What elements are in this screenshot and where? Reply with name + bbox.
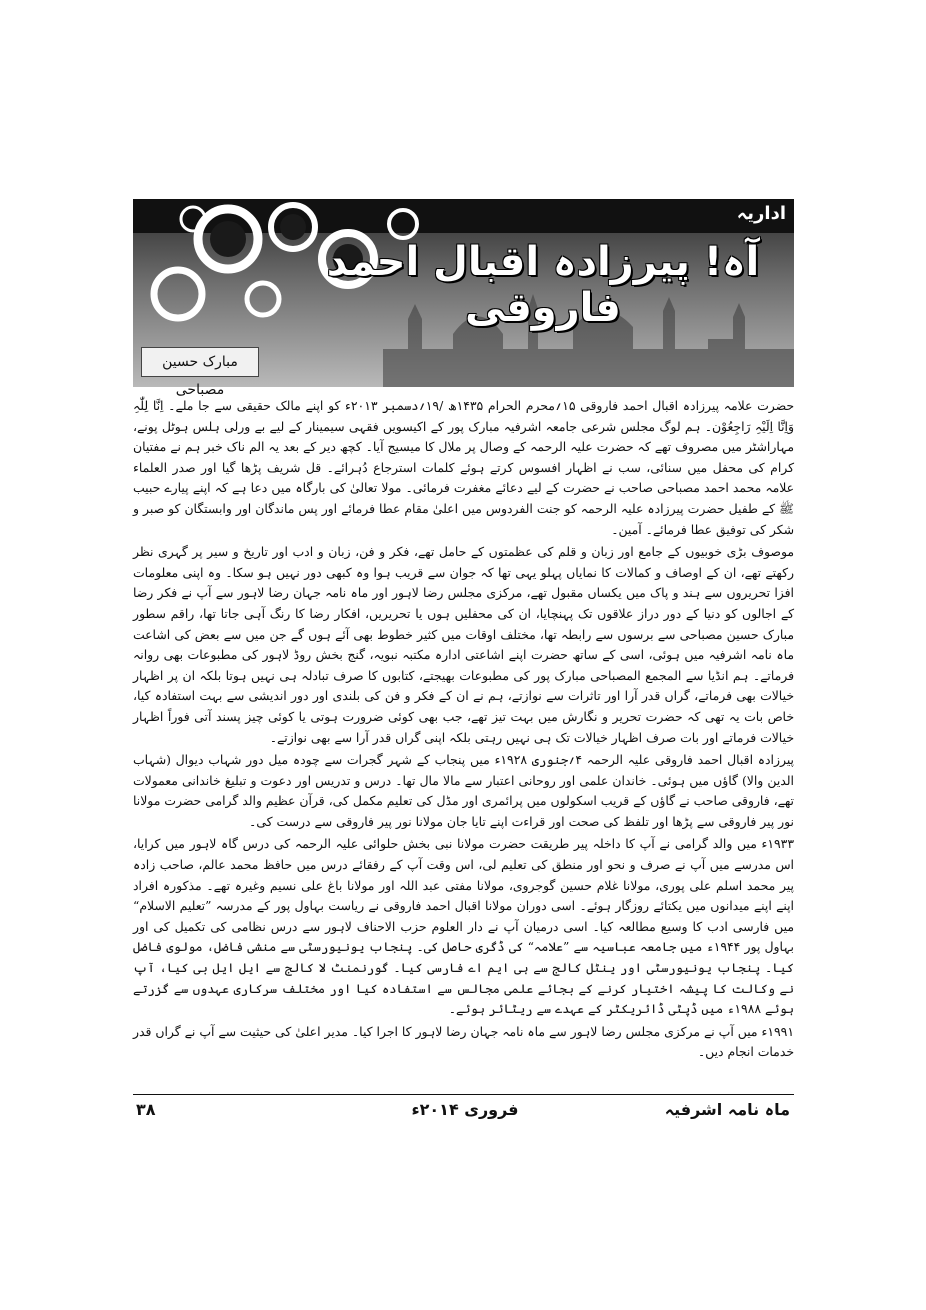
paragraph-5: ۱۹۹۱ء میں آپ نے مرکزی مجلس رضا لاہور سے ماہ نامہ جہان رضا لاہور کا اجرا کیا۔ مدیر اعلیٰ کی حیثیت سے آپ نے گراں قدر خدمات انجام دیں۔ <box>133 1023 794 1060</box>
page-title: آہ! پیرزادہ اقبال احمد فاروقی <box>326 239 760 331</box>
paragraph-4: ۱۹۳۳ء میں والد گرامی نے آپ کا داخلہ پیر طریقت حضرت مولانا نبی بخش حلوائی علیہ الرحمہ کی درس گاہ لاہور میں کرایا، اس مدرسے میں آپ نے صرف و نحو اور منطق کی تعلیم لی، اس وقت آپ کے رفقائے درس میں حافظ محمد عالم، صاحب زادہ پیر محمد اسلم علی پوری، مولانا غلام حسین گوجروی، مولانا مفتی عبد اللہ اور مولانا باغ علی نسیم وغیرہ تھے۔ مذکورہ افراد اپنے اپنے میدانوں میں یکتائے روزگار ہوئے۔ اسی دوران مولانا اقبال احمد فاروقی نے ریاست بہاول پور کے مدرسہ ”تعلیم الاسلام“ میں فارسی ادب کا وسیع مطالعہ کیا۔ اسی درمیان آپ نے دار العلوم حزب الاحناف لاہور سے درس نظامی کی تکمیل کی اور بہاول پور ۱۹۴۴ء میں جامعہ عباسیہ سے ”علامہ“ کی ڈگری حاصل کی۔ پنجاب یونیورسٹی سے منشی فاضل، مولوی فاضل کیا۔ پنجاب یونیورسٹی اور ینٹل کالج سے ہی ایم اے فارسی کیا۔ گورنمنٹ لا کالج سے ایل ایل بی کیا، آپ نے وکالت کا پیشہ اختیار کرنے کے بجائے علمی مجالس سے استفادہ کیا اور مختلف سرکاری عہدوں سے گزرتے ہوئے ۱۹۸۸ء میں ڈپٹی ڈائریکٹر کے عہدے سے ریٹائر ہوئے۔ <box>133 836 794 1017</box>
issue-date: فروری ۲۰۱۴ء <box>411 1100 519 1119</box>
paragraph-1: حضرت علامہ پیرزادہ اقبال احمد فاروقی ۱۵؍محرم الحرام ۱۴۳۵ھ /۱۹؍دسمبر ۲۰۱۳ء کو اپنے مالک حقیقی سے جا ملے۔ اِنَّا لِلّٰہِ وَاِنَّا اِلَیْہِ رَاجِعُوْن۔ ہم لوگ مجلس شرعی جامعہ اشرفیہ مبارک پور کے اکیسویں فقہی سیمینار کے لیے بے ورلی ہلس ہوٹل پونے، مہاراشٹر میں مصروف تھے کہ حضرت علیہ الرحمہ کے وصال پر ملال کا میسیج آیا۔ کچھ دیر کے بعد یہ الم ناک خبر ہم نے مفتیان کرام کی محفل میں سنائی، سب نے اظہار افسوس کرتے ہوئے کلمات استرجاع دُہرائے۔ قل شریف پڑھا گیا اور صدر العلماء علامہ محمد احمد مصباحی صاحب نے حضرت کے لیے دعائے مغفرت فرمائی۔ مولا تعالیٰ کی بارگاہ میں دعا ہے کہ اپنے پیارے حبیب ﷺ کے طفیل حضرت پیرزادہ علیہ الرحمہ کو جنت الفردوس میں اعلیٰ مقام عطا فرمائے اور پس ماندگان اور وابستگان کو صبر و شکر کی توفیق عطا فرمائے۔ آمین۔ <box>133 398 794 537</box>
paragraph-2: موصوف بڑی خوبیوں کے جامع اور زبان و قلم کی عظمتوں کے حامل تھے، فکر و فن، زبان و ادب اور تاریخ و سیر پر گہری نظر رکھتے تھے، ان کے اوصاف و کمالات کا نمایاں پہلو یہی تھا کہ جوان سے قریب ہوا وہ کبھی دور نہیں ہو سکا۔ وہ اپنی معلومات افزا تحریروں سے ہند و پاک میں یکساں مقبول تھے، مرکزی مجلس رضا لاہور اور ماہ نامہ جہان رضا لاہور سے آپ نے فکر رضا کے اجالوں کو دنیا کے دور دراز علاقوں تک پہنچایا، ان کی محفلیں ہوں یا تحریریں، افکار رضا کا رنگ آہی جاتا تھا، راقم سطور مبارک حسین مصباحی سے برسوں سے رابطہ تھا، مختلف اوقات میں کثیر خطوط بھی آئے ہوں گے جن میں سے بعض کی اشاعت ماہ نامہ اشرفیہ میں ہوئی، اسی کے ساتھ حضرت اپنے اشاعتی ادارہ مکتبہ نبویہ، گنج بخش روڈ لاہور کی مطبوعات بھی روانہ فرماتے۔ ہم انڈیا سے المجمع المصباحی مبارک پور کی مطبوعات بھیجتے، کتابوں کا صرف تبادلہ ہی نہیں ہوتا بلکہ ان پر اظہار خیالات بھی فرماتے، گراں قدر آرا اور تاثرات سے نوازتے، ہم نے ان کے فکر و فن کی بلندی اور دور اندیشی سے بہت استفادہ کیا، خاص بات یہ تھی کہ حضرت تحریر و نگارش میں بہت تیز تھے، جب بھی کوئی ضرورت ہوتی یا کوئی چیز پسند آتی فوراً اظہار خیالات فرماتے اور بات صرف اظہار خیالات تک ہی نہیں رہتی بلکہ اپنی گراں قدر آرا سے بھی نوازتے۔ <box>133 544 794 745</box>
author-name: مبارک حسین مصباحی <box>141 347 259 377</box>
article-body <box>133 396 795 1060</box>
page-number: ۳۸ <box>136 1100 156 1119</box>
editorial-banner <box>133 199 794 398</box>
magazine-name: ماہ نامہ اشرفیہ <box>664 1100 790 1119</box>
paragraph-3: پیرزادہ اقبال احمد فاروقی علیہ الرحمہ ۴؍جنوری ۱۹۲۸ء میں پنجاب کے شہر گجرات سے چودہ میل دور شہاب دیوال (شہاب الدین والا) گاؤں میں ہوئی۔ خاندان علمی اور روحانی اعتبار سے مالا مال تھا۔ درس و تدریس اور دعوت و تبلیغ خاندانی معمولات تھے، فاروقی صاحب نے گاؤں کے قریب اسکولوں میں پرائمری اور مڈل کی تعلیم مکمل کی، قرآن عظیم والد گرامی حضرت مولانا نور پیر فاروقی سے پڑھا اور تلفظ کی صحت اور قراءت اپنے تایا جان مولانا نور پیر فاروقی سے درست کی۔ <box>133 752 795 829</box>
footer-divider <box>133 1094 794 1095</box>
section-label: اداریہ <box>736 203 786 224</box>
